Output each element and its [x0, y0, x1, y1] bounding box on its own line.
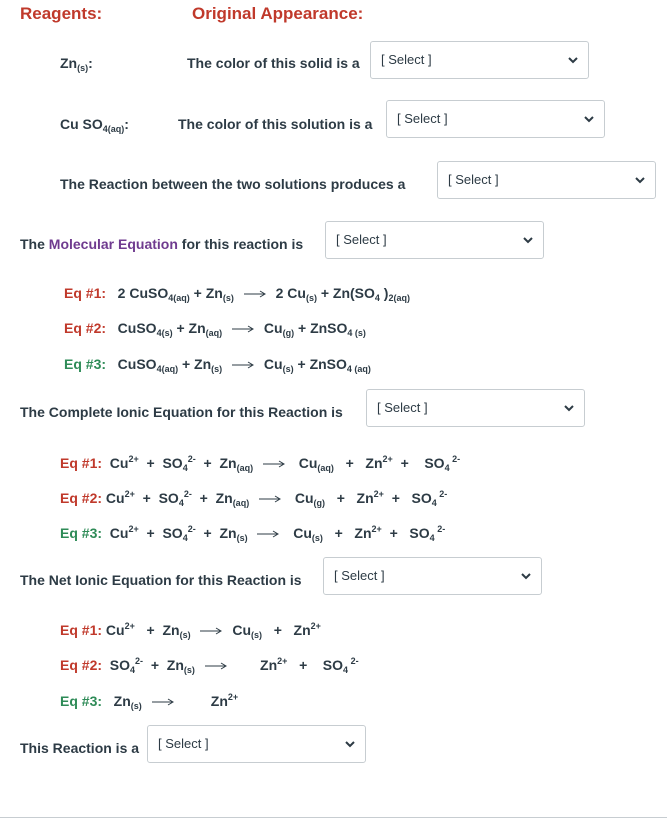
molecular-eq-1: Eq #1: 2 CuSO$_{4(aq)}$ + $Zn_{(s)}$ 2 $Cu_{(s)} + Zn(SO_4$ )$_{2(aq)}$: [64, 285, 410, 303]
net-ionic-question: The Net Ionic Equation for this Reaction is: [20, 572, 302, 588]
reaction-arrow-icon: [232, 325, 254, 333]
reaction-arrow-icon: [257, 530, 279, 538]
reagents-header: Reagents:: [20, 4, 103, 23]
select-placeholder: [ Select ]: [381, 52, 432, 67]
chevron-down-icon: [519, 569, 533, 583]
select-placeholder: [ Select ]: [448, 172, 499, 187]
chevron-down-icon: [562, 401, 576, 415]
chevron-down-icon: [521, 233, 535, 247]
complete-ionic-eq-2: Eq #2: $Cu^{2+} + SO_4^{2-} + Zn_{(aq)}$ $Cu_{(g)} + Zn^{2+} + SO_4$ $^{2-}$: [60, 489, 448, 508]
chevron-down-icon: [566, 53, 580, 67]
reaction-type-question: This Reaction is a: [20, 740, 140, 756]
reaction-arrow-icon: [259, 495, 281, 503]
molecular-eq-2: Eq #2: CuSO$_{4(s)}$ + $Zn_{(aq)}$ $Cu_{(g)}$ + ZnSO$_{4 (s)}$: [64, 320, 366, 338]
reaction-arrow-icon: [232, 361, 254, 369]
net-ionic-eq-3: Eq #3: $Zn_{(s)}$ $Zn^{2+}$: [60, 692, 239, 711]
net-ionic-select[interactable]: [323, 557, 542, 595]
net-ionic-eq-2: Eq #2: $SO_4^{2-} + Zn_{(s)}$ $Zn^{2+}$ + $SO_4$ $^{2-}$: [60, 656, 359, 675]
molecular-equation-question: The Molecular Equation for this reaction is: [20, 236, 304, 252]
cuso4-color-select[interactable]: [386, 100, 605, 138]
complete-ionic-select[interactable]: [366, 389, 585, 427]
select-placeholder: [ Select ]: [334, 568, 385, 583]
select-placeholder: [ Select ]: [158, 736, 209, 751]
reaction-arrow-icon: [200, 627, 222, 635]
chevron-down-icon: [582, 112, 596, 126]
net-ionic-eq-1: Eq #1: $Cu^{2+} + Zn_{(s)}$ $Cu_{(s)} + Zn^{2+}$: [60, 621, 321, 640]
reaction-arrow-icon: [152, 698, 174, 706]
zn-reagent-label: $Zn_{(s)}$:: [60, 55, 93, 73]
bottom-divider: [0, 817, 667, 818]
select-placeholder: [ Select ]: [377, 400, 428, 415]
reaction-produces-select[interactable]: [437, 161, 656, 199]
molecular-equation-select[interactable]: [325, 221, 544, 259]
reaction-arrow-icon: [205, 662, 227, 670]
complete-ionic-question: The Complete Ionic Equation for this Reaction is: [20, 404, 343, 420]
zn-color-question: The color of this solid is a: [187, 55, 360, 71]
chevron-down-icon: [343, 737, 357, 751]
cuso4-color-question: The color of this solution is a: [178, 116, 373, 132]
complete-ionic-eq-3: Eq #3: $Cu^{2+} + SO_4^{2-} + Zn_{(s)}$ $Cu_{(s)} + Zn^{2+} + SO_4$ $^{2-}$: [60, 524, 446, 543]
original-appearance-header: Original Appearance:: [192, 4, 364, 23]
reaction-type-select[interactable]: [147, 725, 366, 763]
zn-color-select[interactable]: [370, 41, 589, 79]
reaction-arrow-icon: [244, 290, 266, 298]
molecular-eq-3: Eq #3: CuSO$_{4(aq)}$ + $Zn_{(s)}$ $Cu_{(s)}$ + ZnSO$_{4 (aq)}$: [64, 356, 371, 374]
complete-ionic-eq-1: Eq #1: $Cu^{2+} + SO_4^{2-} + Zn_{(aq)}$ $Cu_{(aq)} + Zn^{2+}$ + $SO_4$ $^{2-}$: [60, 454, 461, 473]
cuso4-reagent-label: Cu $SO_{4(aq)}$:: [60, 116, 129, 134]
reaction-produces-question: The Reaction between the two solutions produces a: [60, 176, 406, 192]
chevron-down-icon: [633, 173, 647, 187]
select-placeholder: [ Select ]: [397, 111, 448, 126]
select-placeholder: [ Select ]: [336, 232, 387, 247]
reaction-arrow-icon: [263, 460, 285, 468]
